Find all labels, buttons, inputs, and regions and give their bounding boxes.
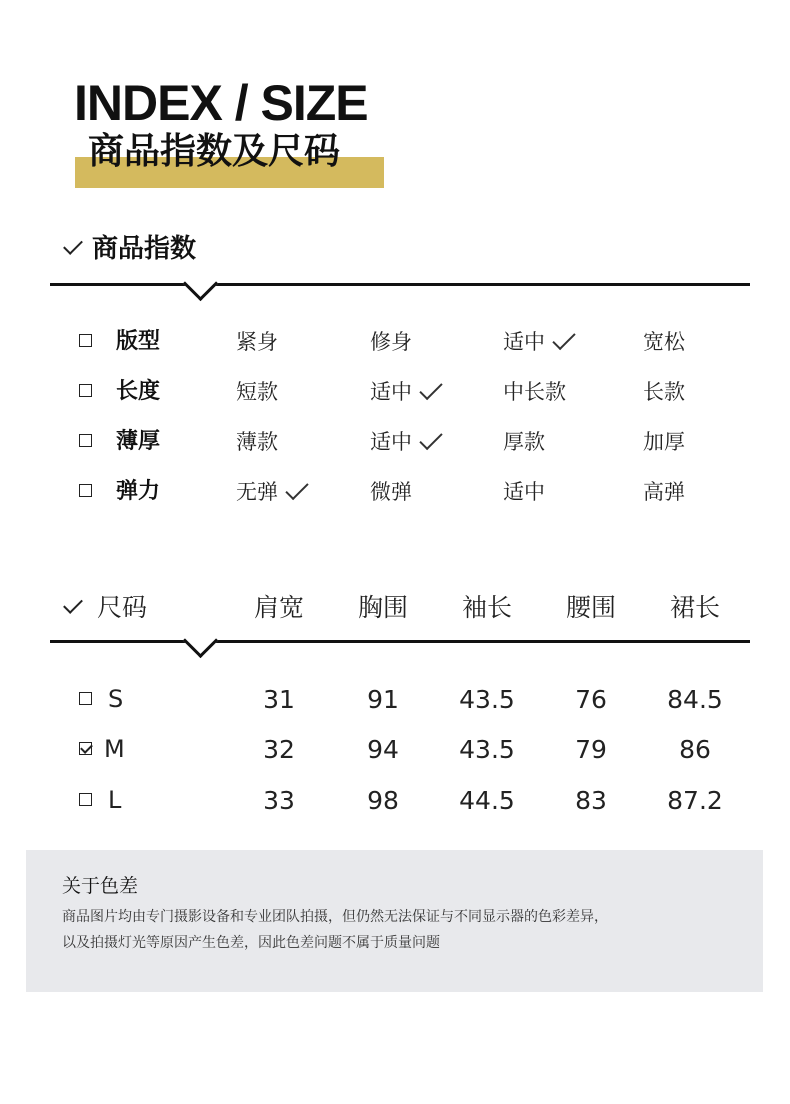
index-option: 微弹 <box>370 480 412 504</box>
size-column-header: 肩宽 <box>253 593 304 622</box>
index-label: 薄厚 <box>116 429 161 454</box>
page-title-en: INDEX / SIZE <box>74 75 368 131</box>
index-label: 长度 <box>116 379 161 404</box>
size-value: 87.2 <box>667 786 723 815</box>
size-value: 44.5 <box>459 786 515 815</box>
size-value: 31 <box>263 685 295 714</box>
row-checkbox[interactable] <box>79 384 92 397</box>
note-line: 以及拍摄灯光等原因产生色差，因此色差问题不属于质量问题 <box>62 935 440 951</box>
size-value: 98 <box>367 786 399 815</box>
size-value: 79 <box>575 735 607 764</box>
size-section-heading: 尺码 <box>97 593 148 622</box>
size-name: L <box>108 786 122 814</box>
index-option: 厚款 <box>503 430 545 454</box>
size-value: 94 <box>367 735 399 764</box>
index-option: 高弹 <box>643 480 685 504</box>
divider-notch <box>183 623 218 658</box>
index-option: 无弹 <box>236 482 308 503</box>
row-checkbox[interactable] <box>79 484 92 497</box>
checkmark-icon <box>552 327 575 350</box>
check-icon <box>63 235 83 255</box>
index-option: 适中 <box>370 382 442 403</box>
size-name: M <box>104 735 125 763</box>
index-label: 弹力 <box>116 479 161 504</box>
checkmark-icon <box>419 427 442 450</box>
size-checkbox[interactable] <box>79 692 92 705</box>
index-option: 修身 <box>370 330 412 354</box>
note-line: 商品图片均由专门摄影设备和专业团队拍摄，但仍然无法保证与不同显示器的色彩差异， <box>62 909 608 925</box>
row-checkbox[interactable] <box>79 434 92 447</box>
checkmark-icon <box>285 477 308 500</box>
size-checkbox[interactable] <box>79 742 92 755</box>
size-divider <box>50 640 750 643</box>
index-option: 薄款 <box>236 430 278 454</box>
divider-notch <box>183 266 218 301</box>
index-option: 适中 <box>503 332 575 353</box>
index-option: 适中 <box>503 480 545 504</box>
size-value: 43.5 <box>459 735 515 764</box>
index-option: 长款 <box>643 380 685 404</box>
size-value: 33 <box>263 786 295 815</box>
index-option: 紧身 <box>236 330 278 354</box>
size-value: 83 <box>575 786 607 815</box>
size-column-header: 袖长 <box>461 593 512 622</box>
size-value: 76 <box>575 685 607 714</box>
index-option: 中长款 <box>503 380 566 404</box>
index-option: 宽松 <box>643 330 685 354</box>
index-label: 版型 <box>116 329 161 354</box>
row-checkbox[interactable] <box>79 334 92 347</box>
size-checkbox[interactable] <box>79 793 92 806</box>
size-value: 84.5 <box>667 685 723 714</box>
note-title: 关于色差 <box>62 875 139 897</box>
index-section-heading: 商品指数 <box>92 234 197 264</box>
index-option: 适中 <box>370 432 442 453</box>
size-value: 43.5 <box>459 685 515 714</box>
check-icon <box>63 594 83 614</box>
size-value: 91 <box>367 685 399 714</box>
index-divider <box>50 283 750 286</box>
index-option: 短款 <box>236 380 278 404</box>
checkmark-icon <box>419 377 442 400</box>
checkmark-icon <box>80 741 93 754</box>
size-column-header: 胸围 <box>357 593 408 622</box>
size-value: 86 <box>679 735 711 764</box>
page-title-cn: 商品指数及尺码 <box>88 131 341 172</box>
size-column-header: 裙长 <box>669 593 720 622</box>
size-value: 32 <box>263 735 295 764</box>
size-column-header: 腰围 <box>565 593 616 622</box>
index-option: 加厚 <box>643 430 685 454</box>
size-name: S <box>108 685 124 713</box>
